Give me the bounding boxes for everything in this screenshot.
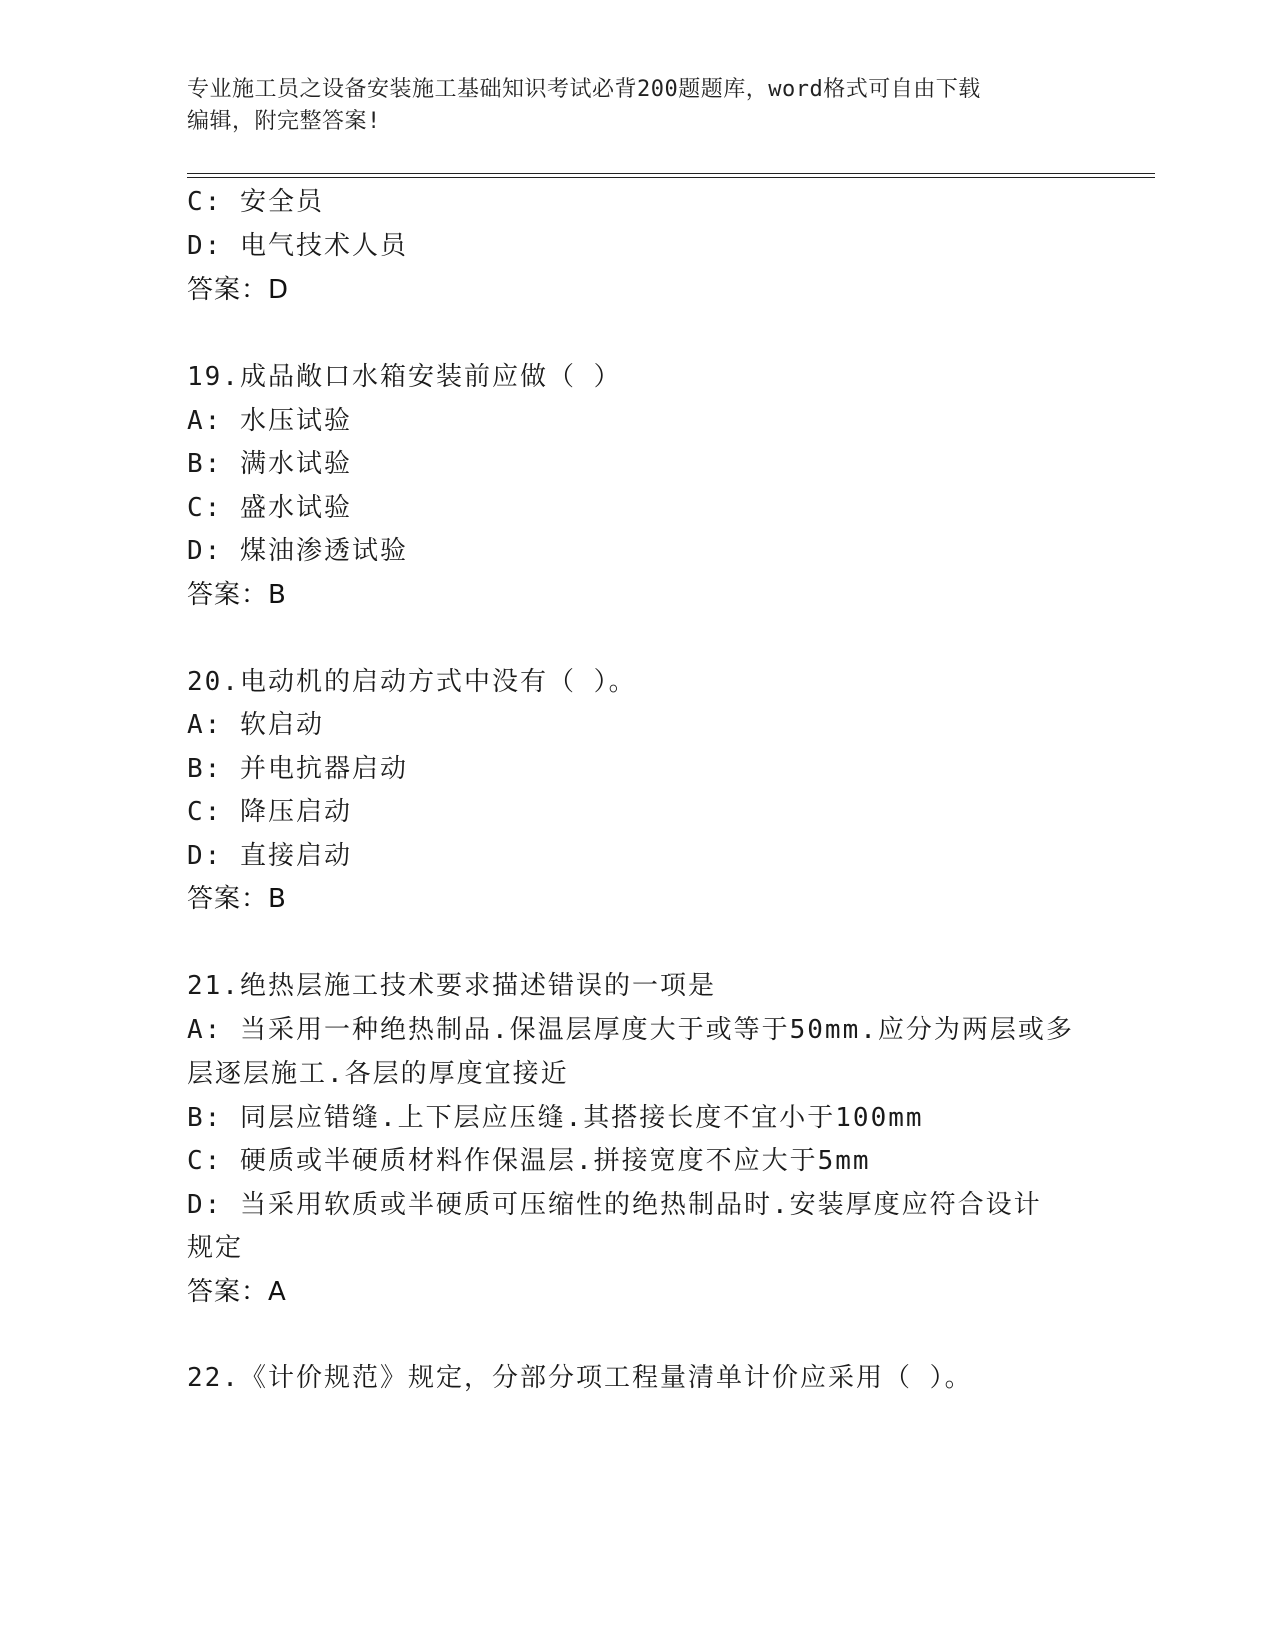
question-21-option-b: B: 同层应错缝.上下层应压缝.其搭接长度不宜小于100mm xyxy=(187,1103,924,1133)
question-19-answer: 答案：B xyxy=(187,580,287,610)
question-21-option-d-continued: 规定 xyxy=(187,1233,244,1263)
question-21-option-d: D: 当采用软质或半硬质可压缩性的绝热制品时.安装厚度应符合设计 xyxy=(187,1190,1042,1220)
question-21-option-a-continued: 层逐层施工.各层的厚度宜接近 xyxy=(187,1059,569,1089)
question-19-option-b: B: 满水试验 xyxy=(187,449,352,479)
header-divider-bottom xyxy=(187,177,1155,178)
header-title-line-2: 编辑，附完整答案! xyxy=(187,109,381,134)
question-21-answer: 答案：A xyxy=(187,1277,287,1307)
header-title-line-1: 专业施工员之设备安装施工基础知识考试必背200题题库，word格式可自由下载 xyxy=(187,77,981,102)
question-21-stem: 21.绝热层施工技术要求描述错误的一项是 xyxy=(187,971,716,1001)
header-divider-top xyxy=(187,173,1155,174)
question-19-option-a: A: 水压试验 xyxy=(187,406,352,436)
question-22-stem: 22.《计价规范》规定，分部分项工程量清单计价应采用（ ）。 xyxy=(187,1363,973,1393)
question-20-answer: 答案：B xyxy=(187,884,287,914)
question-18-answer: 答案：D xyxy=(187,275,290,305)
question-20-option-a: A: 软启动 xyxy=(187,710,324,740)
question-20-option-c: C: 降压启动 xyxy=(187,797,352,827)
question-18-option-d: D: 电气技术人员 xyxy=(187,231,408,261)
question-19-stem: 19.成品敞口水箱安装前应做（ ） xyxy=(187,362,622,392)
question-20-option-b: B: 并电抗器启动 xyxy=(187,754,408,784)
question-20-stem: 20.电动机的启动方式中没有（ ）。 xyxy=(187,667,637,697)
question-19-option-c: C: 盛水试验 xyxy=(187,493,352,523)
document-header xyxy=(187,74,1067,138)
question-18-option-c: C: 安全员 xyxy=(187,187,324,217)
question-21-option-c: C: 硬质或半硬质材料作保温层.拼接宽度不应大于5mm xyxy=(187,1146,871,1176)
question-19-option-d: D: 煤油渗透试验 xyxy=(187,536,408,566)
question-20-option-d: D: 直接启动 xyxy=(187,841,352,871)
question-21-option-a: A: 当采用一种绝热制品.保温层厚度大于或等于50mm.应分为两层或多 xyxy=(187,1015,1074,1045)
